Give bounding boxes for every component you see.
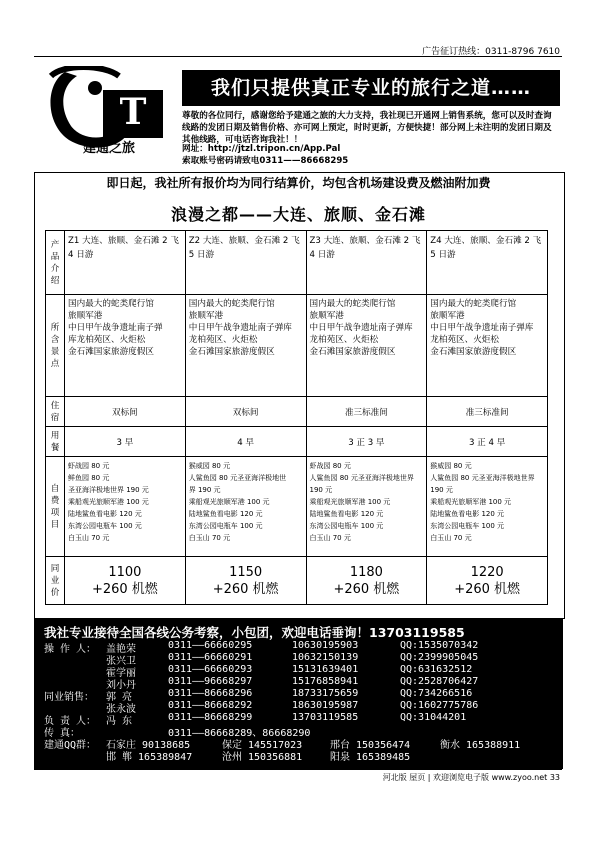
list-line: 乘船观光旅顺军港 100 元 (309, 498, 391, 506)
price-cell (185, 557, 306, 605)
label-extra: 自费项目 (46, 457, 65, 557)
list-line: 国内最大的蛇类爬行馆 (430, 299, 517, 309)
meal-value: 3 正 4 早 (427, 427, 548, 457)
contact-mobile[interactable]: 18733175659 (292, 688, 359, 699)
list-line: 陆地鲨鱼看电影 120 元 (188, 510, 263, 518)
tour-name: Z3 大连、旅顺、金石滩 2 飞 4 日游 (306, 231, 427, 295)
list-line: 旅顺军港 (68, 311, 103, 321)
fuel-surcharge: +260 机燃 (212, 581, 279, 597)
contact-name: 张兴卫 (106, 656, 136, 667)
contact-tel[interactable]: 0311——86668296 (168, 688, 253, 699)
list-line: 猴威园 80 元 (430, 462, 472, 470)
qq-group: 衡水 165388911 (440, 740, 521, 751)
list-line: 东湾公园电瓶车 100 元 (188, 522, 263, 530)
list-line: 人鲨鱼园 80 元圣亚海洋极地世界 (430, 474, 535, 482)
list-line: 金石滩国家旅游度假区 (309, 347, 396, 357)
extras-list (185, 457, 306, 557)
label-sights: 所含景点 (46, 295, 65, 397)
ad-hotline: 广告征订热线：0311-8796 7610 (422, 47, 560, 57)
hotel-value: 双标间 (185, 397, 306, 427)
list-line: 猴威园 80 元 (188, 462, 231, 470)
sights-list (185, 295, 306, 397)
contact-tel[interactable]: 0311——66660295 (168, 640, 253, 651)
price-cell (427, 557, 548, 605)
qq-group: 保定 145517023 (222, 740, 303, 751)
price-cell (306, 557, 427, 605)
list-line: 乘船观光旅顺军港 100 元 (188, 498, 270, 506)
contact-tel[interactable]: 0311——86668292 (168, 700, 253, 711)
list-line: 金石滩国家旅游度假区 (430, 347, 517, 357)
meal-value: 4 早 (185, 427, 306, 457)
list-line: 中日甲午战争遗址南子弹库 (188, 323, 292, 333)
list-line: 中日甲午战争遗址南子弹库 (430, 323, 534, 333)
contact-role: 操 作 人： (44, 644, 97, 655)
hotel-value: 双标间 (65, 397, 186, 427)
price-value: 1220 (470, 564, 504, 580)
row-price (46, 557, 548, 605)
list-line: 东湾公园电瓶车 100 元 (309, 522, 384, 530)
contact-name: 盖艳荣 (106, 644, 136, 655)
list-line: 人鲨鱼园 80 元圣亚海洋极地世界 (309, 474, 414, 482)
extras-list (306, 457, 427, 557)
list-line: 旅顺军港 (309, 311, 344, 321)
list-line: 库龙柏苑区、火炬松 (68, 335, 146, 345)
tour-name: Z1 大连、旅顺、金石滩 2 飞 4 日游 (65, 231, 186, 295)
fuel-surcharge: +260 机燃 (91, 581, 158, 597)
label-product: 产品介绍 (46, 231, 65, 295)
list-line: 东湾公园电瓶车 100 元 (430, 522, 505, 530)
tour-name: Z4 大连、旅顺、金石滩 2 飞 5 日游 (427, 231, 548, 295)
qq-group: 石家庄 90138685 (106, 740, 191, 751)
list-line: 白玉山 70 元 (188, 534, 231, 542)
footer-rule (34, 769, 562, 770)
list-line: 国内最大的蛇类爬行馆 (188, 299, 275, 309)
contact-name: 霍学丽 (106, 668, 136, 679)
qq-group: 邯 郸 165389847 (106, 752, 193, 763)
tour-name: Z2 大连、旅顺、金石滩 2 飞 5 日游 (185, 231, 306, 295)
contact-qq: QQ:2528706427 (400, 676, 479, 687)
contact-mobile[interactable]: 18630195987 (292, 700, 359, 711)
list-line: 龙柏苑区、火炬松 (309, 335, 379, 345)
contact-mobile[interactable]: 15131639401 (292, 664, 359, 675)
contact-name: 张永波 (106, 704, 136, 715)
row-sights (46, 295, 548, 397)
contact-qq: QQ:631632512 (400, 664, 473, 675)
list-line: 虾战园 80 元 (309, 462, 351, 470)
list-line: 陆地鲨鱼看电影 120 元 (309, 510, 384, 518)
label-meal: 用餐 (46, 427, 65, 457)
price-cell (65, 557, 186, 605)
contact-tel[interactable]: 0311——86668289、86668290 (168, 728, 311, 739)
label-hotel: 住宿 (46, 397, 65, 427)
fuel-surcharge: +260 机燃 (454, 581, 521, 597)
contact-slogan: 我社专业接待全国各线公务考察，小包团，欢迎电话垂询！13703119585 (44, 625, 465, 640)
list-line: 国内最大的蛇类爬行馆 (309, 299, 396, 309)
row-hotel (46, 397, 548, 427)
list-line: 旅顺军港 (188, 311, 224, 321)
contact-name: 郭 亮 (106, 692, 133, 703)
list-line: 国内最大的蛇类爬行馆 (68, 299, 154, 309)
extras-list (427, 457, 548, 557)
list-line: 白玉山 70 元 (309, 534, 351, 542)
account-request: 索取账号密码请致电0311——86668295 (182, 156, 349, 166)
website-link[interactable]: 网址：http://jtzl.tripon.cn/App.Pal (182, 144, 341, 154)
price-value: 1180 (349, 564, 383, 580)
qq-group-label: 建通QQ群： (44, 740, 97, 751)
list-line: 乘船观光旅顺军港 100 元 (430, 498, 512, 506)
list-line: 圣亚海洋极地世界 190 元 (68, 486, 149, 494)
hotel-value: 准三标准间 (306, 397, 427, 427)
contact-role: 传 真： (44, 728, 81, 739)
list-line: 旅顺军港 (430, 311, 465, 321)
route-title: 浪漫之都——大连、旅顺、金石滩 (170, 205, 426, 224)
list-line: 乘船观光旅顺军港 100 元 (68, 498, 149, 506)
contact-role: 负 责 人： (44, 716, 97, 727)
sights-list (427, 295, 548, 397)
list-line: 190 元 (309, 486, 333, 494)
list-line: 白玉山 70 元 (68, 534, 110, 542)
row-meal (46, 427, 548, 457)
contact-tel[interactable]: 0311——66660291 (168, 652, 253, 663)
contact-mobile[interactable]: 10632150139 (292, 652, 359, 663)
list-line: 金石滩国家旅游度假区 (68, 347, 154, 357)
logo-graphic (43, 66, 175, 154)
list-line: 金石滩国家旅游度假区 (188, 347, 275, 357)
tour-table (45, 230, 548, 605)
price-notice: 即日起，我社所有报价均为同行结算价，均包含机场建设费及燃油附加费 (106, 176, 491, 190)
list-line: 中日甲午战争遗址南子弹 (68, 323, 163, 333)
contact-tel[interactable]: 0311——66660293 (168, 664, 253, 675)
list-line: 界 190 元 (188, 486, 221, 494)
list-line: 虾战园 80 元 (68, 462, 110, 470)
list-line: 190 元 (430, 486, 453, 494)
sights-list (65, 295, 186, 397)
row-extras (46, 457, 548, 557)
meal-value: 3 正 3 早 (306, 427, 427, 457)
brand-logo (43, 66, 175, 154)
list-line: 陆地鲨鱼看电影 120 元 (68, 510, 142, 518)
list-line: 白玉山 70 元 (430, 534, 472, 542)
list-line: 人鲨鱼园 80 元圣亚海洋极地世 (188, 474, 287, 482)
qq-group: 邢台 150356474 (330, 740, 411, 751)
contact-qq: QQ:31044201 (400, 712, 467, 723)
contact-role: 同业销售： (44, 692, 94, 703)
list-line: 鲜鱼园 80 元 (68, 474, 110, 482)
contact-mobile[interactable]: 13703119585 (292, 712, 359, 723)
contact-tel[interactable]: 0311——86668299 (168, 712, 253, 723)
fuel-surcharge: +260 机燃 (333, 581, 400, 597)
contact-name: 冯 东 (106, 716, 133, 727)
page-footer: 河北版 屋页 | 欢迎浏览电子版 www.zyoo.net 33 (382, 773, 560, 782)
list-line: 龙柏苑区、火炬松 (430, 335, 500, 345)
banner-headline: 我们只提供真正专业的旅行之道…… (182, 70, 560, 106)
contact-qq: QQ:734266516 (400, 688, 473, 699)
header-rule (34, 56, 562, 57)
row-product (46, 231, 548, 295)
list-line: 东湾公园电瓶车 100 元 (68, 522, 142, 530)
contact-qq: QQ:1535070342 (400, 640, 479, 651)
price-value: 1150 (229, 564, 263, 580)
price-value: 1100 (108, 564, 142, 580)
sights-list (306, 295, 427, 397)
list-line: 龙柏苑区、火炬松 (188, 335, 258, 345)
logo-brand: 建通之旅 (82, 141, 136, 154)
intro-text: 尊敬的各位同行，感谢您给予建通之旅的大力支持，我社现已开通网上销售系统，您可以及时查询线路的发团日期及销售价格、亦可网上预定，时时更新，方便快捷！部分网上未注明的发团日期及其他线路，可电话咨询我社！！ (182, 111, 552, 145)
contact-tel[interactable]: 0311——96668297 (168, 676, 253, 687)
contact-qq: QQ:1602775786 (400, 700, 479, 711)
list-line: 中日甲午战争遗址南子弹库 (309, 323, 413, 333)
list-line: 陆地鲨鱼看电影 120 元 (430, 510, 505, 518)
hotel-value: 准三标准间 (427, 397, 548, 427)
label-price: 同业价 (46, 557, 65, 605)
qq-group: 沧州 150356881 (222, 752, 303, 763)
meal-value: 3 早 (65, 427, 186, 457)
qq-group: 阳泉 165389485 (330, 752, 411, 763)
extras-list (65, 457, 186, 557)
contact-mobile[interactable]: 10630195903 (292, 640, 359, 651)
contact-qq: QQ:2399905045 (400, 652, 479, 663)
contact-mobile[interactable]: 15176858941 (292, 676, 359, 687)
logo-letter: T (119, 91, 147, 133)
contact-name: 刘小丹 (106, 680, 136, 691)
